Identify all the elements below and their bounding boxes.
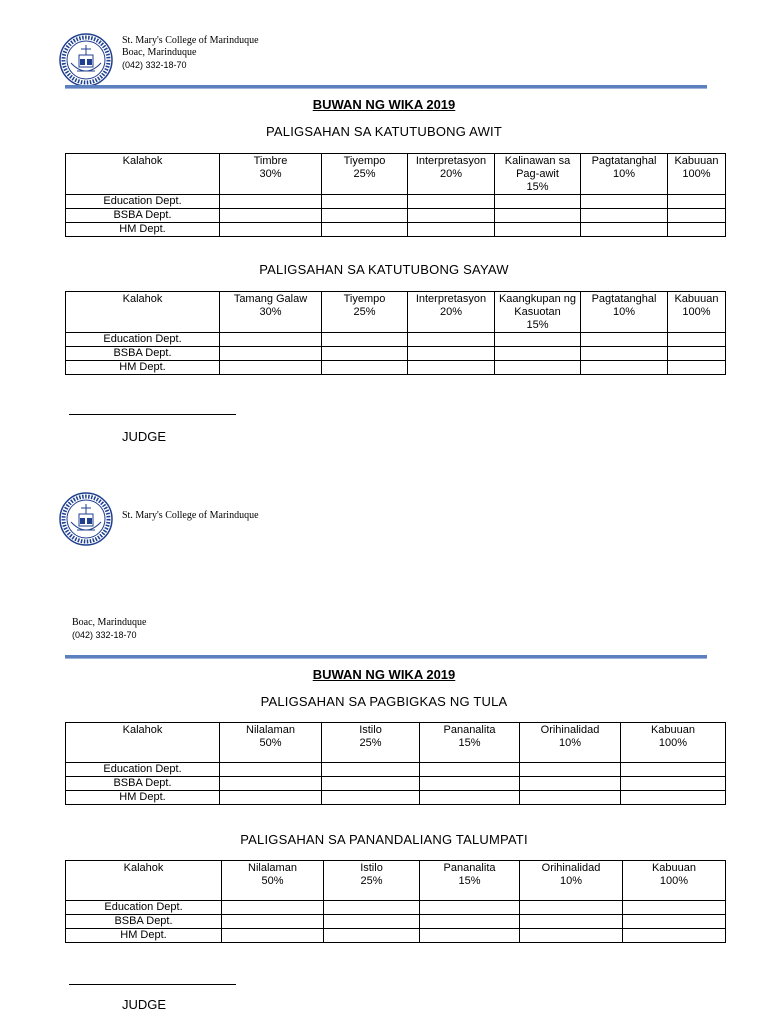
participant-name: Education Dept. (66, 763, 220, 777)
table-row (66, 361, 726, 375)
participant-name: BSBA Dept. (66, 209, 220, 223)
score-cell[interactable] (408, 361, 495, 375)
score-cell[interactable] (668, 209, 726, 223)
header-rule (65, 655, 707, 659)
header-row (66, 861, 726, 901)
score-cell[interactable] (621, 777, 726, 791)
score-cell[interactable] (495, 361, 581, 375)
score-cell[interactable] (222, 929, 324, 943)
column-header: Kabuuan 100% (623, 861, 726, 901)
score-cell[interactable] (324, 915, 420, 929)
school-name: St. Mary's College of Marinduque (122, 510, 259, 521)
score-cell[interactable] (581, 361, 668, 375)
column-header: Kalahok (66, 292, 220, 333)
school-phone: (042) 332-18-70 (72, 630, 137, 640)
school-phone: (042) 332-18-70 (122, 60, 187, 70)
score-cell[interactable] (408, 347, 495, 361)
judge-signature-line[interactable] (69, 414, 236, 415)
school-header (122, 35, 259, 71)
table-row (66, 915, 726, 929)
score-cell[interactable] (322, 333, 408, 347)
judge-signature-line[interactable] (69, 984, 236, 985)
school-name: St. Mary's College of Marinduque (122, 35, 259, 46)
score-table (65, 722, 726, 805)
participant-name: HM Dept. (66, 791, 220, 805)
column-header: Pananalita 15% (420, 861, 520, 901)
column-header: Kabuuan 100% (621, 723, 726, 763)
score-cell[interactable] (495, 195, 581, 209)
column-header: Orihinalidad 10% (520, 861, 623, 901)
score-cell[interactable] (668, 223, 726, 237)
school-address (72, 617, 146, 641)
score-cell[interactable] (322, 777, 420, 791)
column-header: Interpretasyon 20% (408, 292, 495, 333)
score-cell[interactable] (520, 763, 621, 777)
score-cell[interactable] (220, 347, 322, 361)
score-cell[interactable] (520, 915, 623, 929)
score-cell[interactable] (495, 347, 581, 361)
participant-name: BSBA Dept. (66, 777, 220, 791)
contest-title: PALIGSAHAN SA PAGBIGKAS NG TULA (260, 694, 508, 709)
score-cell[interactable] (408, 223, 495, 237)
score-cell[interactable] (668, 195, 726, 209)
participant-name: Education Dept. (66, 901, 222, 915)
score-cell[interactable] (668, 361, 726, 375)
column-header: Tiyempo 25% (322, 154, 408, 195)
table-row (66, 929, 726, 943)
score-cell[interactable] (495, 209, 581, 223)
participant-name: HM Dept. (66, 361, 220, 375)
score-cell[interactable] (220, 333, 322, 347)
table-row (66, 223, 726, 237)
score-cell[interactable] (623, 901, 726, 915)
score-cell[interactable] (220, 223, 322, 237)
column-header: Timbre 30% (220, 154, 322, 195)
participant-name: BSBA Dept. (66, 915, 222, 929)
participant-name: HM Dept. (66, 929, 222, 943)
score-cell[interactable] (220, 195, 322, 209)
column-header: Interpretasyon 20% (408, 154, 495, 195)
score-cell[interactable] (495, 333, 581, 347)
score-cell[interactable] (220, 209, 322, 223)
score-table (65, 291, 726, 375)
header-rule (65, 85, 707, 89)
contest-title: PALIGSAHAN SA KATUTUBONG SAYAW (259, 262, 509, 277)
score-cell[interactable] (408, 195, 495, 209)
column-header: Pagtatanghal 10% (581, 292, 668, 333)
participant-name: HM Dept. (66, 223, 220, 237)
column-header: Nilalaman 50% (222, 861, 324, 901)
score-cell[interactable] (324, 901, 420, 915)
score-cell[interactable] (322, 361, 408, 375)
column-header: Kalahok (66, 861, 222, 901)
school-location: Boac, Marinduque (122, 47, 197, 58)
score-cell[interactable] (220, 791, 322, 805)
column-header: Pagtatanghal 10% (581, 154, 668, 195)
college-seal-logo (59, 33, 113, 87)
column-header: Kabuuan 100% (668, 292, 726, 333)
score-cell[interactable] (581, 209, 668, 223)
score-cell[interactable] (322, 223, 408, 237)
college-seal-logo (59, 492, 113, 546)
score-cell[interactable] (623, 929, 726, 943)
score-cell[interactable] (495, 223, 581, 237)
score-cell[interactable] (420, 929, 520, 943)
table-row (66, 333, 726, 347)
table-row (66, 209, 726, 223)
score-table (65, 860, 726, 943)
table-row (66, 791, 726, 805)
score-cell[interactable] (581, 347, 668, 361)
participant-name: BSBA Dept. (66, 347, 220, 361)
header-row (66, 154, 726, 195)
column-header: Pananalita 15% (420, 723, 520, 763)
score-cell[interactable] (621, 763, 726, 777)
column-header: Kalahok (66, 723, 220, 763)
column-header: Kabuuan 100% (668, 154, 726, 195)
score-cell[interactable] (322, 347, 408, 361)
score-cell[interactable] (420, 777, 520, 791)
table-row (66, 763, 726, 777)
header-row (66, 723, 726, 763)
contest-title: PALIGSAHAN SA KATUTUBONG AWIT (266, 124, 502, 139)
score-cell[interactable] (222, 901, 324, 915)
column-header: Tiyempo 25% (322, 292, 408, 333)
score-cell[interactable] (621, 791, 726, 805)
column-header: Tamang Galaw 30% (220, 292, 322, 333)
participant-name: Education Dept. (66, 333, 220, 347)
score-cell[interactable] (520, 901, 623, 915)
score-cell[interactable] (322, 195, 408, 209)
judge-label: JUDGE (122, 997, 167, 1012)
score-cell[interactable] (220, 763, 322, 777)
contest-title: PALIGSAHAN SA PANANDALIANG TALUMPATI (240, 832, 528, 847)
score-cell[interactable] (420, 763, 520, 777)
table-row (66, 195, 726, 209)
column-header: Kalahok (66, 154, 220, 195)
score-cell[interactable] (408, 333, 495, 347)
column-header: Istilo 25% (324, 861, 420, 901)
score-cell[interactable] (322, 763, 420, 777)
column-header: Kalinawan sa Pag-awit 15% (495, 154, 581, 195)
score-cell[interactable] (520, 777, 621, 791)
school-location: Boac, Marinduque (72, 617, 147, 628)
score-cell[interactable] (581, 333, 668, 347)
score-cell[interactable] (420, 915, 520, 929)
score-cell[interactable] (520, 929, 623, 943)
score-cell[interactable] (322, 791, 420, 805)
score-table (65, 153, 726, 237)
score-cell[interactable] (623, 915, 726, 929)
column-header: Nilalaman 50% (220, 723, 322, 763)
score-cell[interactable] (581, 195, 668, 209)
score-cell[interactable] (322, 209, 408, 223)
table-row (66, 347, 726, 361)
score-cell[interactable] (324, 929, 420, 943)
score-cell[interactable] (581, 223, 668, 237)
score-cell[interactable] (220, 777, 322, 791)
table-row (66, 901, 726, 915)
score-cell[interactable] (420, 901, 520, 915)
score-cell[interactable] (408, 209, 495, 223)
score-cell[interactable] (668, 347, 726, 361)
page-title: BUWAN NG WIKA 2019 (312, 97, 456, 112)
page-title: BUWAN NG WIKA 2019 (312, 667, 456, 682)
score-cell[interactable] (668, 333, 726, 347)
judge-label: JUDGE (122, 429, 167, 444)
table-row (66, 777, 726, 791)
score-cell[interactable] (220, 361, 322, 375)
header-row (66, 292, 726, 333)
score-cell[interactable] (222, 915, 324, 929)
column-header: Orihinalidad 10% (520, 723, 621, 763)
score-cell[interactable] (420, 791, 520, 805)
score-cell[interactable] (520, 791, 621, 805)
participant-name: Education Dept. (66, 195, 220, 209)
column-header: Istilo 25% (322, 723, 420, 763)
column-header: Kaangkupan ng Kasuotan 15% (495, 292, 581, 333)
